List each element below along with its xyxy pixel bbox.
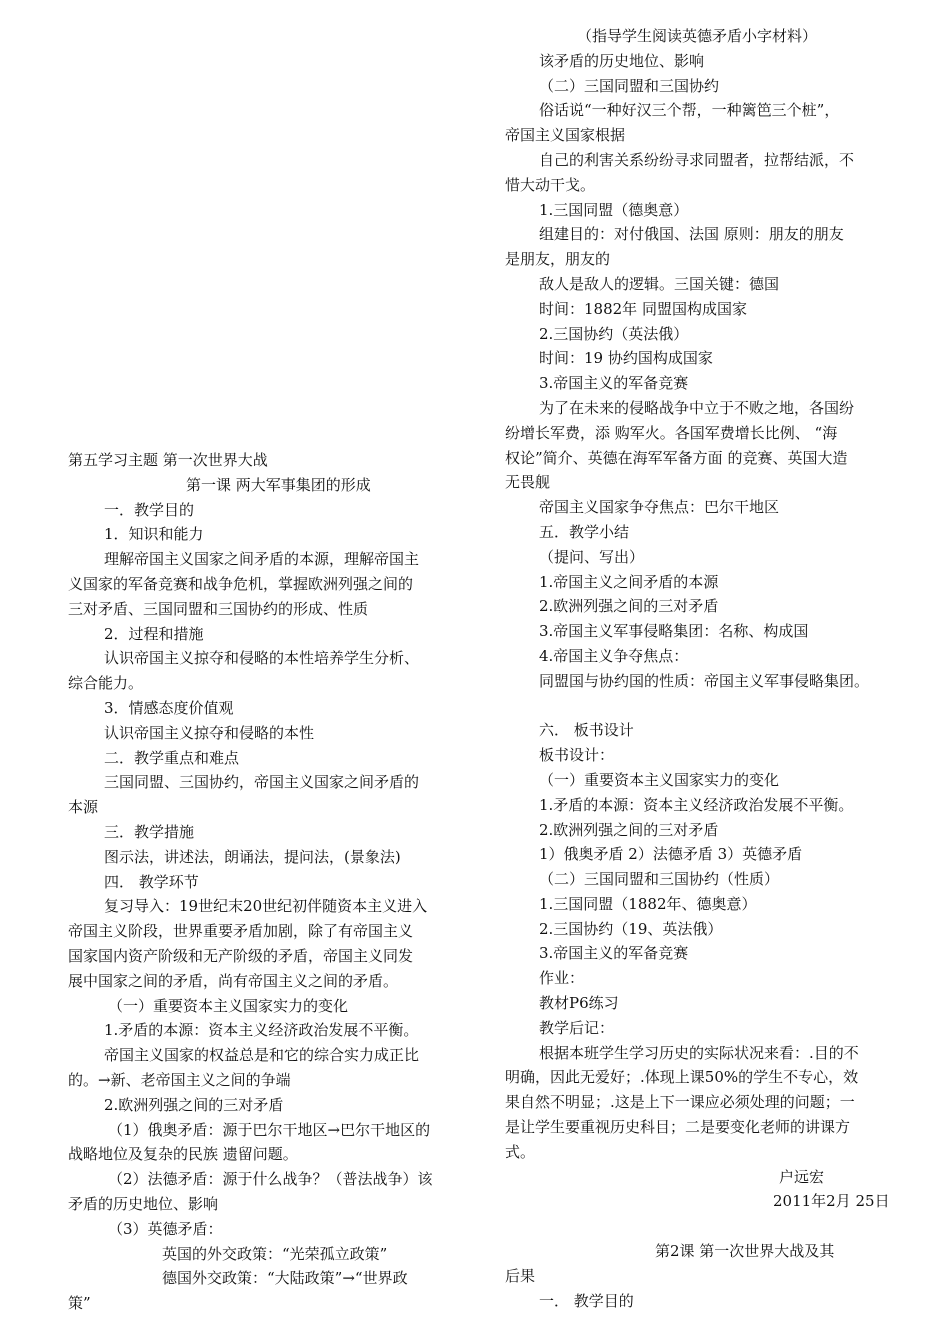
text-line: 无畏舰 [505, 473, 551, 492]
text-line [505, 1214, 911, 1239]
text-line: 第2课 第一次世界大战及其 [655, 1242, 835, 1261]
text-line: 六． 板书设计 [539, 721, 634, 740]
text-line: 2.三国协约（19、英法俄） [539, 919, 723, 938]
text-line: 矛盾的历史地位、影响 [68, 1194, 219, 1213]
text-line: 权论”简介、英德在海军军备方面 的竞赛、英国大造 [505, 448, 848, 467]
text-line: 一． 教学目的 [539, 1291, 634, 1310]
text-line: （提问、写出） [539, 547, 645, 566]
text-line: 综合能力。 [68, 674, 144, 693]
text-line: 三国同盟、三国协约，帝国主义国家之间矛盾的 [104, 773, 420, 792]
text-line: （2）法德矛盾：源于什么战争？（普法战争）该 [108, 1170, 433, 1189]
text-line: 自己的利害关系纷纷寻求同盟者，拉帮结派，不 [539, 150, 855, 169]
text-line: 复习导入：19世纪末20世纪初伴随资本主义进入 [104, 897, 428, 916]
text-line: 二．教学重点和难点 [104, 748, 240, 767]
text-line: 三对矛盾、三国同盟和三国协约的形成、性质 [68, 599, 369, 618]
text-line: 后果 [505, 1266, 536, 1285]
text-line: 户远宏 [779, 1167, 825, 1186]
text-line: 1.三国同盟（1882年、德奥意） [539, 894, 757, 913]
text-line: 纷增长军费，添 购军火。各国军费增长比例、 “海 [505, 423, 838, 442]
text-line: 根据本班学生学习历史的实际状况来看：.目的不 [539, 1043, 859, 1062]
text-line: 第五学习主题 第一次世界大战 [68, 451, 268, 469]
text-line: 为了在未来的侵略战争中立于不败之地，各国纷 [539, 398, 855, 417]
text-line: 同盟国与协约国的性质：帝国主义军事侵略集团。 [539, 671, 870, 690]
text-line: 第一课 两大军事集团的形成 [186, 475, 371, 494]
text-line: 2.欧洲列强之间的三对矛盾 [539, 597, 719, 616]
text-line: 1.矛盾的本源：资本主义经济政治发展不平衡。 [539, 795, 854, 814]
text-line: 帝国主义国家的权益总是和它的综合实力成正比 [104, 1046, 420, 1065]
text-line: 四． 教学环节 [104, 872, 199, 891]
right-column [505, 24, 911, 1313]
text-line: 策” [68, 1294, 91, 1313]
text-line: 时间：19 协约国构成国家 [539, 349, 713, 368]
text-line: 三．教学措施 [104, 822, 195, 841]
text-line: 作业： [539, 969, 585, 988]
text-line: 的。→新、老帝国主义之间的争端 [68, 1070, 291, 1089]
text-line: 图示法，讲述法，朗诵法，提问法，(景象法) [104, 847, 401, 866]
text-line: 3.帝国主义的军备竞赛 [539, 944, 689, 963]
text-line: 展中国家之间的矛盾，尚有帝国主义之间的矛盾。 [68, 971, 399, 990]
text-line: 组建目的：对付俄国、法国 原则：朋友的朋友 [539, 225, 844, 244]
text-line: 4.帝国主义争夺焦点： [539, 646, 689, 665]
text-line: 国家国内资产阶级和无产阶级的矛盾，帝国主义同发 [68, 946, 414, 965]
text-line: 3．情感态度价值观 [104, 698, 234, 717]
text-line: 帝国主义国家争夺焦点：巴尔干地区 [539, 498, 780, 517]
text-line: （3）英德矛盾： [108, 1219, 223, 1238]
text-line: 板书设计： [539, 746, 615, 765]
text-line: 惜大动干戈。 [505, 175, 596, 194]
text-line: 式。 [505, 1142, 536, 1161]
text-line: 1．知识和能力 [104, 525, 204, 544]
text-line: 该矛盾的历史地位、影响 [539, 51, 705, 70]
left-column [68, 448, 470, 1316]
text-line: （1）俄奥矛盾：源于巴尔干地区→巴尔干地区的 [108, 1120, 431, 1139]
text-line: （一）重要资本主义国家实力的变化 [108, 996, 349, 1015]
text-line: 2．过程和措施 [104, 624, 204, 643]
text-line: 敌人是敌人的逻辑。三国关键：德国 [539, 274, 780, 293]
text-line [505, 694, 911, 719]
text-line: 3.帝国主义的军备竞赛 [539, 374, 689, 393]
text-line: 2.欧洲列强之间的三对矛盾 [539, 820, 719, 839]
text-line: 2.欧洲列强之间的三对矛盾 [104, 1095, 284, 1114]
text-line: （指导学生阅读英德矛盾小字材料） [577, 27, 818, 45]
text-line: 时间：1882年 同盟国构成国家 [539, 299, 747, 318]
text-line: 战略地位及复杂的民族 遗留问题。 [68, 1145, 298, 1164]
text-line: 教学后记： [539, 1018, 615, 1037]
text-line: 2.三国协约（英法俄） [539, 324, 689, 343]
text-line: 一．教学目的 [104, 500, 195, 519]
text-line: 认识帝国主义掠夺和侵略的本性 [104, 723, 315, 742]
text-line: 英国的外交政策：“光荣孤立政策” [162, 1244, 388, 1263]
text-line: （一）重要资本主义国家实力的变化 [539, 770, 780, 789]
text-line: 理解帝国主义国家之间矛盾的本源，理解帝国主 [104, 550, 420, 569]
text-line: 果自然不明显；.这是上下一课应必须处理的问题；一 [505, 1093, 855, 1112]
text-line: 认识帝国主义掠夺和侵略的本性培养学生分析、 [104, 649, 420, 668]
text-line: 1.矛盾的本源：资本主义经济政治发展不平衡。 [104, 1021, 419, 1040]
text-line: 1.三国同盟（德奥意） [539, 200, 689, 219]
text-line: 是朋友，朋友的 [505, 250, 611, 269]
text-line: （二）三国同盟和三国协约（性质） [539, 870, 780, 889]
text-line: 帝国主义阶段，世界重要矛盾加剧，除了有帝国主义 [68, 922, 414, 941]
text-line: （二）三国同盟和三国协约 [539, 76, 720, 95]
text-line: 3.帝国主义军事侵略集团：名称、构成国 [539, 622, 809, 641]
text-line: 2011年2月 25日 [773, 1192, 890, 1211]
text-line: 五．教学小结 [539, 522, 630, 541]
text-line: 帝国主义国家根据 [505, 126, 626, 145]
text-line: 俗话说“一种好汉三个帮，一种篱笆三个桩”， [539, 101, 840, 120]
text-line: 1）俄奥矛盾 2）法德矛盾 3）英德矛盾 [539, 845, 803, 864]
text-line: 教材P6练习 [539, 994, 619, 1013]
text-line: 明确，因此无爱好；.体现上课50%的学生不专心，效 [505, 1068, 859, 1087]
text-line: 1.帝国主义之间矛盾的本源 [539, 572, 719, 591]
text-line: 是让学生要重视历史科目；二是要变化老师的讲课方 [505, 1118, 851, 1137]
text-line: 本源 [68, 798, 99, 817]
text-line: 义国家的军备竞赛和战争危机，掌握欧洲列强之间的 [68, 574, 414, 593]
text-line: 德国外交政策：“大陆政策”→“世界政 [162, 1269, 408, 1288]
